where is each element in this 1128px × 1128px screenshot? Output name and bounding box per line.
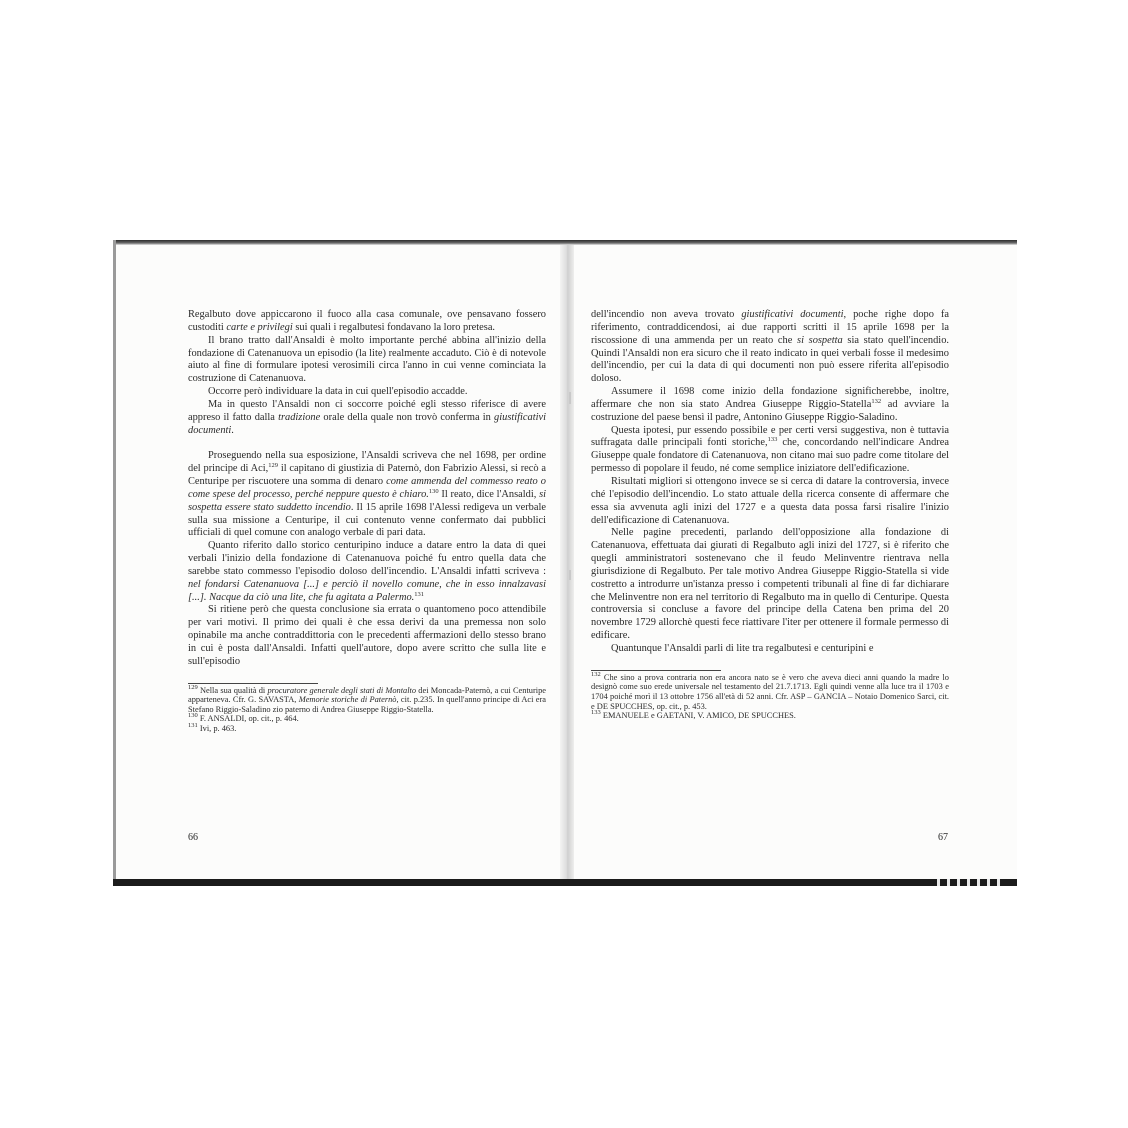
- paragraph: [591, 527, 949, 643]
- text-run: dell'incendio non aveva trovato: [591, 309, 742, 320]
- footnote-marker: 130: [428, 487, 439, 495]
- footnote-marker: 133: [591, 709, 601, 717]
- text-run: Ma in questo l'Ansaldi non ci soccorre poiché egli stesso riferisce di avere appreso il fatto dalla: [188, 398, 546, 423]
- text-run: Quanto riferito dallo storico centuripino induce a datare entro la data di quei verbali l'inizio della fondazione di Catenanuova poiché fu entro quella data che sarebbe stato commesso l'episodio doloso dell'incendio. L'Ansaldi infatti scriveva :: [188, 540, 546, 577]
- italic-run: Memorie storiche di Paternò: [298, 695, 397, 705]
- text-run: EMANUELE e GAETANI, V. AMICO, DE SPUCCHES.: [600, 711, 796, 721]
- right-page: [591, 309, 949, 721]
- paragraph: [188, 604, 546, 668]
- left-page-body: [188, 309, 546, 669]
- footnote: [188, 683, 546, 715]
- text-run: Quantunque l'Ansaldi parli di lite tra regalbutesi e centuripini e: [611, 642, 874, 654]
- italic-run: procuratore generale degli stati di Montalto: [267, 685, 417, 695]
- text-run: Che sino a prova contraria non era ancora nato se è vero che aveva dieci anni quando la madre lo designò come suo erede universale nel testamento del 21.7.1713. Egli quindi venne alla luce tra il 1703 e 1704 poiché morì il 13 ottobre 1756 all'età di 52 anni. Cfr. ASP – GANCIA – Notaio Domenico Sarci, cit. e DE SPUCCHES, op. cit., p. 453.: [591, 672, 949, 711]
- right-page-body: [591, 309, 949, 656]
- footnote: [591, 670, 949, 711]
- paragraph: [188, 335, 546, 386]
- text-run: Regalbuto dove appiccarono il fuoco alla casa comunale, ove pensavano fossero custoditi: [188, 309, 546, 333]
- italic-run: si sospetta essere stato suddetto incendio: [188, 488, 547, 513]
- footnote-marker: 132: [871, 397, 882, 405]
- italic-run: tradizione: [278, 411, 321, 423]
- text-run: ad avviare la costruzione del paese bensì il padre, Antonino Giuseppe Riggio-Saladino.: [591, 398, 949, 423]
- footnote-marker: 130: [188, 712, 198, 720]
- footnote-rule: [591, 670, 721, 671]
- left-page-footnotes: [188, 683, 546, 734]
- page-number-left: 66: [188, 832, 198, 843]
- footnote-marker: 132: [591, 670, 601, 678]
- text-run: Nelle pagine precedenti, parlando dell'opposizione alla fondazione di Catenanuova, effettuata dai giurati di Regalbuto agli inizi del 1727, si è riferito che quegli amministratori sostenevano che il feudo Melinventre rientrava nella giurisdizione di Regalbuto. Per tale motivo Andrea Giuseppe Riggio-Statella si vide costretto a introdurre un'istanza presso i competenti tribunali al fine di far dichiarare che Melinventre non era nel territorio di Regalbuto ma in quello di Centuripe. Questa controversia si concluse a favore del principe della Catena ben prima del 20 novembre 1729 allorchè questi fece riattivare l'iter per ottenere il formale permesso di edificare.: [591, 527, 949, 642]
- text-run: Il brano tratto dall'Ansaldi è molto importante perché abbina all'inizio della fondazione di Catenanuova un episodio (la lite) realmente accaduto. Ciò è di notevole aiuto al fine di formulare ipotesi verosimili circa l'anno in cui venne cominciata la costruzione di Catenanuova.: [188, 334, 546, 385]
- text-run: , cit. p.235. In quell'anno principe di Aci era Stefano Riggio-Saladino zio paterno di Andrea Giuseppe Riggio-Statella.: [188, 695, 546, 714]
- text-run: , poche righe dopo fa riferimento, contraddicendosi, ai due rapporti scritti il 15 aprile 1698 per la riscossione di una ammenda per un reato che: [591, 309, 949, 346]
- page-number-right: 67: [938, 832, 948, 843]
- text-run: sia stato quell'incendio. Quindi l'Ansaldi non era sicuro che il reato indicato in quei verbali fosse il medesimo dell'incendio, per cui la data di qui documenti non può essere riferita all'episodio doloso.: [591, 334, 949, 385]
- right-page-footnotes: [591, 670, 949, 721]
- text-run: F. ANSALDI, op. cit., p. 464.: [197, 714, 299, 724]
- text-run: Assumere il 1698 come inizio della fondazione significherebbe, inoltre, affermare che non sia stato Andrea Giuseppe Riggio-Statella: [591, 386, 949, 410]
- paragraph: [188, 540, 546, 604]
- footnote: [188, 714, 546, 724]
- italic-run: nel fondarsi Catenanuova [...] e perciò il novello comune, che in esso innalzavasi [...]. Nacque da ciò una lite, che fu agitata a Palermo.: [188, 578, 546, 603]
- text-run: che, concordando nell'indicare Andrea Giuseppe quale fondatore di Catenanuova, non citano mai suo padre come titolare del permesso di popolare il feudo, né come semplice iniziatore dell'edificazione.: [591, 437, 949, 475]
- pencil-mark: [569, 570, 571, 580]
- footnote: [188, 724, 546, 734]
- footnote-marker: 131: [414, 590, 425, 598]
- text-run: orale della quale non trovò conferma in: [320, 411, 495, 423]
- italic-run: carte e privilegi: [226, 321, 293, 333]
- paragraph: [591, 476, 949, 527]
- text-run: Risultati migliori si ottengono invece se si cerca di datare la controversia, invece ché l'episodio dell'incendio. Lo stato attuale della ricerca consente di affermare che essa sia avvenuta agli inizi del 1727 e a questa data possa farsi risalire l'inizio dell'edificazione di Catenanuova.: [591, 475, 949, 526]
- paragraph: [188, 309, 546, 335]
- text-run: Si ritiene però che questa conclusione sia errata o quantomeno poco attendibile per vari motivi. Il primo dei quali è che essa derivi da una premessa non solo opinabile ma anche contraddittoria con le precedenti affermazioni dello stesso brano in cui è posta dall'Ansaldi. Infatti quell'autore, dopo avere scritto che sulla lite e sull'episodio: [188, 604, 546, 667]
- paragraph: [188, 386, 546, 399]
- paragraph: [591, 425, 949, 476]
- footnote-marker: 131: [188, 722, 198, 729]
- italic-run: giustificativi documenti: [741, 309, 844, 320]
- italic-run: giustificativi documenti: [188, 411, 546, 436]
- footnote: [591, 711, 949, 721]
- paragraph: [591, 386, 949, 425]
- paragraph: [188, 399, 546, 438]
- text-run: Questa ipotesi, pur essendo possibile e per certi versi suggestiva, non è tuttavia suffragata dalle principali fonti storiche,: [591, 424, 949, 449]
- italic-run: come ammenda del commesso reato o come spese del processo, perché neppure questo è chiaro.: [188, 475, 546, 500]
- text-run: Il reato, dice l'Ansaldi,: [438, 488, 540, 500]
- text-run: Occorre però individuare la data in cui quell'episodio accadde.: [208, 386, 468, 398]
- left-page: [188, 309, 546, 734]
- text-run: .: [231, 424, 234, 436]
- text-run: Nella sua qualità di: [197, 685, 268, 695]
- scan-left-edge: [113, 240, 116, 886]
- text-run: sui quali i regalbutesi fondavano la loro pretesa.: [292, 321, 496, 333]
- text-run: il capitano di giustizia di Paternò, don Fabrizio Alessi, si recò a Centuripe per riscuotere una somma di denaro: [188, 463, 546, 487]
- scan-bottom-edge: [113, 879, 1017, 886]
- pencil-mark: [569, 392, 571, 404]
- footnote-marker: 133: [767, 436, 778, 444]
- paragraph: [591, 643, 949, 656]
- paragraph: [591, 309, 949, 386]
- text-run: . Il 15 aprile 1698 l'Alessi redigeva un verbale sulla sua missione a Centuripe, il cui contenuto venne confermato dai pubblici ufficiali di quel comune con analogo verbale di pari data.: [188, 501, 546, 539]
- footnote-marker: 129: [188, 683, 198, 691]
- text-run: dei Moncada-Paternò, a cui Centuripe apparteneva. Cfr. G. SAVASTA,: [188, 685, 546, 705]
- footnote-rule: [188, 683, 318, 684]
- book-gutter: [560, 245, 574, 879]
- text-run: Proseguendo nella sua esposizione, l'Ansaldi scriveva che nel 1698, per ordine del principe di Aci,: [188, 450, 546, 475]
- footnote-marker: 129: [268, 462, 279, 470]
- text-run: Ivi, p. 463.: [197, 724, 237, 733]
- paragraph: [188, 450, 546, 540]
- italic-run: si sospetta: [797, 334, 843, 346]
